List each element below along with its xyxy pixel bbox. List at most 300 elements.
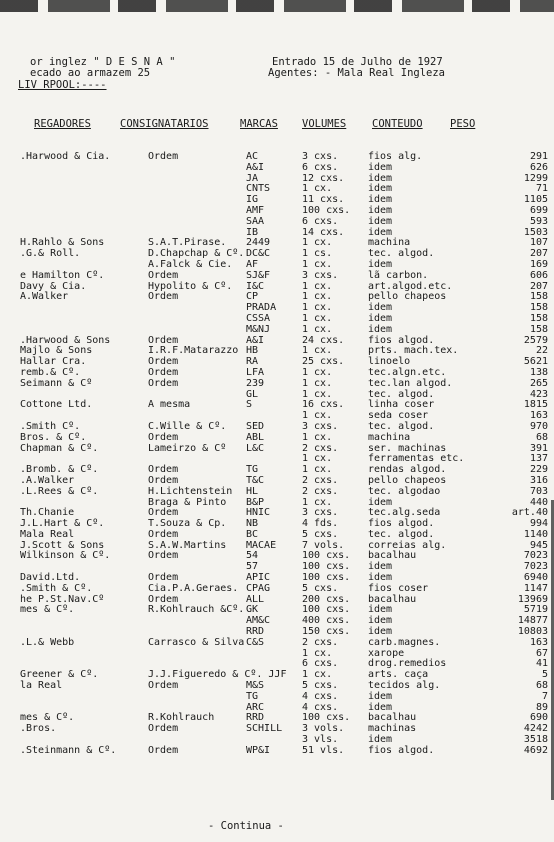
col-header-peso: PESO — [450, 118, 476, 130]
consignatario-cell: Ordem — [148, 366, 179, 378]
conteudo-cell: idem — [368, 161, 393, 173]
volume-cell: 1 cx. — [302, 312, 333, 324]
volume-cell: 200 cxs. — [302, 593, 351, 605]
consignee-cell: Davy & Cia. — [20, 280, 87, 292]
volume-cell: 6 cxs. — [302, 161, 339, 173]
consignatario-cell: Hypolito & Cº. — [148, 280, 233, 292]
peso-cell: 68 — [535, 680, 548, 692]
marca-cell: RA — [246, 356, 259, 368]
consignee-cell: Th.Chanie — [20, 507, 75, 519]
table-row — [0, 184, 554, 195]
peso-cell: 994 — [529, 518, 548, 530]
peso-cell: 169 — [529, 258, 548, 270]
marca-cell: WP&I — [246, 744, 271, 756]
marca-cell: BC — [246, 528, 259, 540]
warehouse-line: ecado ao armazem 25 — [30, 67, 151, 79]
volume-cell: 4 fds. — [302, 518, 339, 530]
marca-cell: MACAE — [246, 539, 277, 551]
volume-cell: 1 cx. — [302, 431, 333, 443]
peso-cell: 291 — [529, 151, 548, 162]
marca-cell: IG — [246, 194, 259, 206]
marca-cell: C&S — [246, 636, 265, 648]
peso-cell: 5621 — [523, 356, 548, 368]
consignee-cell: Cottone Ltd. — [20, 399, 93, 411]
consignee-cell: .G.& Roll. — [20, 248, 81, 260]
volume-cell: 14 cxs. — [302, 226, 345, 238]
conteudo-cell: idem — [368, 604, 393, 616]
volume-cell: 7 vols. — [302, 539, 345, 551]
peso-cell: 138 — [529, 366, 548, 378]
marca-cell: APIC — [246, 572, 271, 584]
table-row — [0, 724, 554, 735]
table-row — [0, 746, 554, 757]
consignatario-cell: Ordem — [148, 464, 179, 476]
peso-cell: 970 — [529, 420, 548, 432]
consignatario-cell: Ordem — [148, 474, 179, 486]
consignatario-cell: Ordem — [148, 572, 179, 584]
table-row — [0, 551, 554, 562]
conteudo-cell: idem — [368, 496, 393, 508]
peso-cell: 1299 — [523, 172, 548, 184]
marca-cell: HB — [246, 345, 259, 357]
volume-cell: 1 cx. — [302, 410, 333, 422]
volume-cell: 1 cx. — [302, 183, 333, 195]
conteudo-cell: correias alg. — [368, 539, 447, 551]
volume-cell: 1 cx. — [302, 237, 333, 249]
volume-cell: 1 cx. — [302, 291, 333, 303]
conteudo-cell: machina — [368, 237, 411, 249]
conteudo-cell: idem — [368, 258, 393, 270]
consignatario-cell: Ordem — [148, 744, 179, 756]
peso-cell: 4242 — [523, 723, 548, 735]
peso-cell: 391 — [529, 442, 548, 454]
scan-top-edge — [0, 0, 554, 12]
conteudo-cell: tec. algod. — [368, 528, 435, 540]
peso-cell: 606 — [529, 269, 548, 281]
volume-cell: 3 cxs. — [302, 420, 339, 432]
volume-cell: 100 cxs. — [302, 604, 351, 616]
volume-cell: 6 cxs. — [302, 658, 339, 670]
table-row — [0, 498, 554, 509]
marca-cell: LFA — [246, 366, 265, 378]
consignee-cell: .A.Walker — [20, 474, 75, 486]
consignatario-cell: R.Kohlrauch &Cº. — [148, 604, 245, 616]
consignee-cell: .Steinmann & Cº. — [20, 744, 117, 756]
conteudo-cell: machina — [368, 431, 411, 443]
volume-cell: 3 cxs. — [302, 507, 339, 519]
consignee-cell: Seimann & Cº — [20, 377, 93, 389]
consignatario-cell: Braga & Pinto — [148, 496, 227, 508]
volume-cell: 1 cs. — [302, 248, 333, 260]
peso-cell: 67 — [535, 647, 548, 659]
peso-cell: 626 — [529, 161, 548, 173]
volume-cell: 1 cx. — [302, 280, 333, 292]
volume-cell: 2 cxs. — [302, 485, 339, 497]
volume-cell: 11 cxs. — [302, 194, 345, 206]
consignee-cell: la Real — [20, 680, 63, 692]
marca-cell: T&C — [246, 474, 265, 486]
consignee-cell: Bros. & Cº. — [20, 431, 87, 443]
table-row — [0, 562, 554, 573]
table-row — [0, 292, 554, 303]
table-row — [0, 411, 554, 422]
volume-cell: 3 cxs. — [302, 269, 339, 281]
conteudo-cell: fios algod. — [368, 518, 435, 530]
consignatario-cell: T.Souza & Cp. — [148, 518, 227, 530]
table-row — [0, 595, 554, 606]
agents-line: Agentes: - Mala Real Ingleza — [268, 67, 446, 79]
conteudo-cell: fios coser — [368, 582, 429, 594]
conteudo-cell: idem — [368, 215, 393, 227]
marca-cell: SJ&F — [246, 269, 271, 281]
volume-cell: 2 cxs. — [302, 442, 339, 454]
consignatario-cell: Ordem — [148, 723, 179, 735]
marca-cell: A&I — [246, 161, 265, 173]
volume-cell: 2 cxs. — [302, 474, 339, 486]
table-row — [0, 444, 554, 455]
volume-cell: 2 cxs. — [302, 636, 339, 648]
table-row — [0, 163, 554, 174]
conteudo-cell: idem — [368, 204, 393, 216]
conteudo-cell: linha coser — [368, 399, 435, 411]
conteudo-cell: idem — [368, 172, 393, 184]
marca-cell: RRD — [246, 712, 265, 724]
consignee-cell: .Harwood & Sons — [20, 334, 111, 346]
col-header-marcas: MARCAS — [240, 118, 278, 130]
peso-cell: 207 — [529, 280, 548, 292]
consignatario-cell: C.Wille & Cº. — [148, 420, 227, 432]
volume-cell: 1 cx. — [302, 453, 333, 465]
conteudo-cell: fios alg. — [368, 151, 423, 162]
peso-cell: art.40 — [511, 507, 548, 519]
table-row — [0, 282, 554, 293]
table-row — [0, 238, 554, 249]
peso-cell: 1140 — [523, 528, 548, 540]
marca-cell: S — [246, 399, 253, 411]
consignatario-cell: A.Falck & Cie. — [148, 258, 233, 270]
conteudo-cell: tec. algodao — [368, 485, 441, 497]
peso-cell: 7023 — [523, 550, 548, 562]
conteudo-cell: lã carbon. — [368, 269, 429, 281]
marca-cell: CNTS — [246, 183, 271, 195]
volume-cell: 150 cxs. — [302, 626, 351, 638]
consignee-cell: e Hamilton Cº. — [20, 269, 105, 281]
volume-cell: 100 cxs. — [302, 204, 351, 216]
peso-cell: 2579 — [523, 334, 548, 346]
consignatario-cell: Ordem — [148, 377, 179, 389]
marca-cell: SED — [246, 420, 265, 432]
consignatario-cell: I.R.F.Matarazzo — [148, 345, 239, 357]
peso-cell: 89 — [535, 701, 548, 713]
conteudo-cell: prts. mach.tex. — [368, 345, 459, 357]
peso-cell: 22 — [535, 345, 548, 357]
marca-cell: I&C — [246, 280, 265, 292]
consignee-cell: .L.Rees & Cº. — [20, 485, 99, 497]
volume-cell: 16 cxs. — [302, 399, 345, 411]
marca-cell: JA — [246, 172, 259, 184]
conteudo-cell: idem — [368, 734, 393, 746]
consignee-cell: .Harwood & Cia. — [20, 151, 111, 162]
peso-cell: 423 — [529, 388, 548, 400]
conteudo-cell: idem — [368, 690, 393, 702]
peso-cell: 163 — [529, 410, 548, 422]
conteudo-cell: idem — [368, 323, 393, 335]
table-row — [0, 249, 554, 260]
marca-cell: SAA — [246, 215, 265, 227]
consignee-cell: remb.& Cº. — [20, 366, 81, 378]
conteudo-cell: bacalhau — [368, 712, 417, 724]
peso-cell: 137 — [529, 453, 548, 465]
consignatario-cell: Ordem — [148, 334, 179, 346]
marca-cell: AMF — [246, 204, 265, 216]
peso-cell: 6940 — [523, 572, 548, 584]
peso-cell: 10803 — [517, 626, 548, 638]
table-row — [0, 519, 554, 530]
consignatario-cell: Carrasco & Silva — [148, 636, 245, 648]
volume-cell: 1 cx. — [302, 366, 333, 378]
manifest-table — [0, 152, 554, 757]
conteudo-cell: tec. algod. — [368, 420, 435, 432]
peso-cell: 690 — [529, 712, 548, 724]
conteudo-cell: fios algod. — [368, 744, 435, 756]
peso-cell: 440 — [529, 496, 548, 508]
consignee-cell: Majlo & Sons — [20, 345, 93, 357]
peso-cell: 1815 — [523, 399, 548, 411]
marca-cell: DC&C — [246, 248, 271, 260]
consignee-cell: A.Walker — [20, 291, 69, 303]
peso-cell: 158 — [529, 323, 548, 335]
volume-cell: 1 cx. — [302, 258, 333, 270]
conteudo-cell: idem — [368, 302, 393, 314]
conteudo-cell: idem — [368, 194, 393, 206]
peso-cell: 163 — [529, 636, 548, 648]
col-header-consignatarios: CONSIGNATARIOS — [120, 118, 209, 130]
consignatario-cell: Ordem — [148, 680, 179, 692]
table-row — [0, 174, 554, 185]
consignatario-cell: Ordem — [148, 528, 179, 540]
consignee-cell: J.L.Hart & Cº. — [20, 518, 105, 530]
consignee-cell: H.Rahlo & Sons — [20, 237, 105, 249]
volume-cell: 1 cx. — [302, 496, 333, 508]
peso-cell: 7 — [541, 690, 548, 702]
marca-cell: CSSA — [246, 312, 271, 324]
col-header-consignees: REGADORES — [34, 118, 91, 130]
origin-port: LIV RPOOL:---- — [18, 79, 107, 91]
consignatario-cell: Ordem — [148, 507, 179, 519]
volume-cell: 25 cxs. — [302, 356, 345, 368]
conteudo-cell: idem — [368, 701, 393, 713]
peso-cell: 5 — [541, 669, 548, 681]
marca-cell: ABL — [246, 431, 265, 443]
consignatario-cell: S.A.T.Pirase. — [148, 237, 227, 249]
conteudo-cell: idem — [368, 626, 393, 638]
peso-cell: 703 — [529, 485, 548, 497]
volume-cell: 100 cxs. — [302, 712, 351, 724]
table-row — [0, 217, 554, 228]
conteudo-cell: art.algod.etc. — [368, 280, 453, 292]
conteudo-cell: tec. algod. — [368, 248, 435, 260]
consignee-cell: Hallar Cra. — [20, 356, 87, 368]
peso-cell: 5719 — [523, 604, 548, 616]
volume-cell: 5 cxs. — [302, 528, 339, 540]
table-row — [0, 303, 554, 314]
conteudo-cell: bacalhau — [368, 593, 417, 605]
conteudo-cell: tecidos alg. — [368, 680, 441, 692]
peso-cell: 7023 — [523, 561, 548, 573]
volume-cell: 100 cxs. — [302, 561, 351, 573]
conteudo-cell: idem — [368, 615, 393, 627]
volume-cell: 5 cxs. — [302, 582, 339, 594]
volume-cell: 4 cxs. — [302, 701, 339, 713]
volume-cell: 5 cxs. — [302, 680, 339, 692]
table-row — [0, 465, 554, 476]
conteudo-cell: arts. caça — [368, 669, 429, 681]
peso-cell: 14877 — [517, 615, 548, 627]
consignee-cell: .L.& Webb — [20, 636, 75, 648]
table-row — [0, 605, 554, 616]
marca-cell: AF — [246, 258, 259, 270]
marca-cell: AC — [246, 151, 259, 162]
volume-cell: 1 cx. — [302, 647, 333, 659]
consignee-cell: Mala Real — [20, 528, 75, 540]
marca-cell: IB — [246, 226, 259, 238]
volume-cell: 400 cxs. — [302, 615, 351, 627]
volume-cell: 1 cx. — [302, 323, 333, 335]
marca-cell: A&I — [246, 334, 265, 346]
marca-cell: ALL — [246, 593, 265, 605]
consignatario-cell: Ordem — [148, 550, 179, 562]
table-row — [0, 703, 554, 714]
volume-cell: 3 cxs. — [302, 151, 339, 162]
consignee-cell: he P.St.Nav.Cº — [20, 593, 105, 605]
marca-cell: NB — [246, 518, 259, 530]
conteudo-cell: pello chapeos — [368, 291, 447, 303]
marca-cell: B&P — [246, 496, 265, 508]
conteudo-cell: tec.lan algod. — [368, 377, 453, 389]
peso-cell: 229 — [529, 464, 548, 476]
peso-cell: 945 — [529, 539, 548, 551]
table-row — [0, 681, 554, 692]
consignatario-cell: Ordem — [148, 593, 179, 605]
table-row — [0, 487, 554, 498]
consignee-cell: .Bromb. & Cº. — [20, 464, 99, 476]
peso-cell: 3518 — [523, 734, 548, 746]
table-row — [0, 314, 554, 325]
consignee-cell: .Smith & Cº. — [20, 582, 93, 594]
marca-cell: 2449 — [246, 237, 271, 249]
col-header-conteudo: CONTEUDO — [372, 118, 423, 130]
table-row — [0, 400, 554, 411]
table-row — [0, 616, 554, 627]
consignee-cell: .Smith Cº. — [20, 420, 81, 432]
conteudo-cell: idem — [368, 183, 393, 195]
col-header-volumes: VOLUMES — [302, 118, 347, 130]
volume-cell: 1 cx. — [302, 464, 333, 476]
peso-cell: 158 — [529, 291, 548, 303]
table-row — [0, 325, 554, 336]
marca-cell: 54 — [246, 550, 259, 562]
peso-cell: 41 — [535, 658, 548, 670]
consignee-cell: .Bros. — [20, 723, 57, 735]
marca-cell: SCHILL — [246, 723, 283, 735]
conteudo-cell: idem — [368, 312, 393, 324]
table-row — [0, 638, 554, 649]
conteudo-cell: drog.remedios — [368, 658, 447, 670]
consignee-cell: J.Scott & Sons — [20, 539, 105, 551]
conteudo-cell: rendas algod. — [368, 464, 447, 476]
conteudo-cell: ferramentas etc. — [368, 453, 465, 465]
table-row — [0, 670, 554, 681]
peso-cell: 316 — [529, 474, 548, 486]
table-row — [0, 627, 554, 638]
consignatario-cell: Lameirzo & Cº — [148, 442, 227, 454]
conteudo-cell: ser. machinas — [368, 442, 447, 454]
conteudo-cell: machinas — [368, 723, 417, 735]
consignatario-cell: R.Kohlrauch — [148, 712, 215, 724]
conteudo-cell: pello chapeos — [368, 474, 447, 486]
conteudo-cell: idem — [368, 226, 393, 238]
volume-cell: 3 vols. — [302, 723, 345, 735]
volume-cell: 1 cx. — [302, 377, 333, 389]
volume-cell: 24 cxs. — [302, 334, 345, 346]
marca-cell: L&C — [246, 442, 265, 454]
marca-cell: GK — [246, 604, 259, 616]
conteudo-cell: tec.alg.seda — [368, 507, 441, 519]
marca-cell: 57 — [246, 561, 259, 573]
peso-cell: 593 — [529, 215, 548, 227]
entry-date: Entrado 15 de Julho de 1927 — [272, 56, 443, 68]
volume-cell: 100 cxs. — [302, 550, 351, 562]
conteudo-cell: tec. algod. — [368, 388, 435, 400]
conteudo-cell: idem — [368, 561, 393, 573]
consignatario-cell: Cia.P.A.Geraes. — [148, 582, 239, 594]
consignatario-cell: Ordem — [148, 291, 179, 303]
marca-cell: ARC — [246, 701, 265, 713]
peso-cell: 207 — [529, 248, 548, 260]
volume-cell: 1 cx. — [302, 669, 333, 681]
marca-cell: M&NJ — [246, 323, 271, 335]
table-row — [0, 152, 554, 163]
consignatario-cell: H.Lichtenstein — [148, 485, 233, 497]
volume-cell: 51 vls. — [302, 744, 345, 756]
marca-cell: TG — [246, 464, 259, 476]
marca-cell: CPAG — [246, 582, 271, 594]
marca-cell: HL — [246, 485, 259, 497]
peso-cell: 158 — [529, 302, 548, 314]
peso-cell: 13969 — [517, 593, 548, 605]
peso-cell: 265 — [529, 377, 548, 389]
consignee-cell: Wilkinson & Cº. — [20, 550, 111, 562]
conteudo-cell: xarope — [368, 647, 405, 659]
conteudo-cell: idem — [368, 572, 393, 584]
marca-cell: AM&C — [246, 615, 271, 627]
consignatario-cell: Ordem — [148, 356, 179, 368]
peso-cell: 68 — [535, 431, 548, 443]
peso-cell: 699 — [529, 204, 548, 216]
peso-cell: 158 — [529, 312, 548, 324]
conteudo-cell: bacalhau — [368, 550, 417, 562]
table-row — [0, 195, 554, 206]
consignatario-cell: A mesma — [148, 399, 191, 411]
consignatario-cell: D.Chapchap & Cº. — [148, 248, 245, 260]
consignee-cell: Greener & Cº. — [20, 669, 99, 681]
peso-cell: 4692 — [523, 744, 548, 756]
marca-cell: PRADA — [246, 302, 277, 314]
marca-cell: TG — [246, 690, 259, 702]
table-row — [0, 649, 554, 660]
conteudo-cell: seda coser — [368, 410, 429, 422]
consignee-cell: David.Ltd. — [20, 572, 81, 584]
